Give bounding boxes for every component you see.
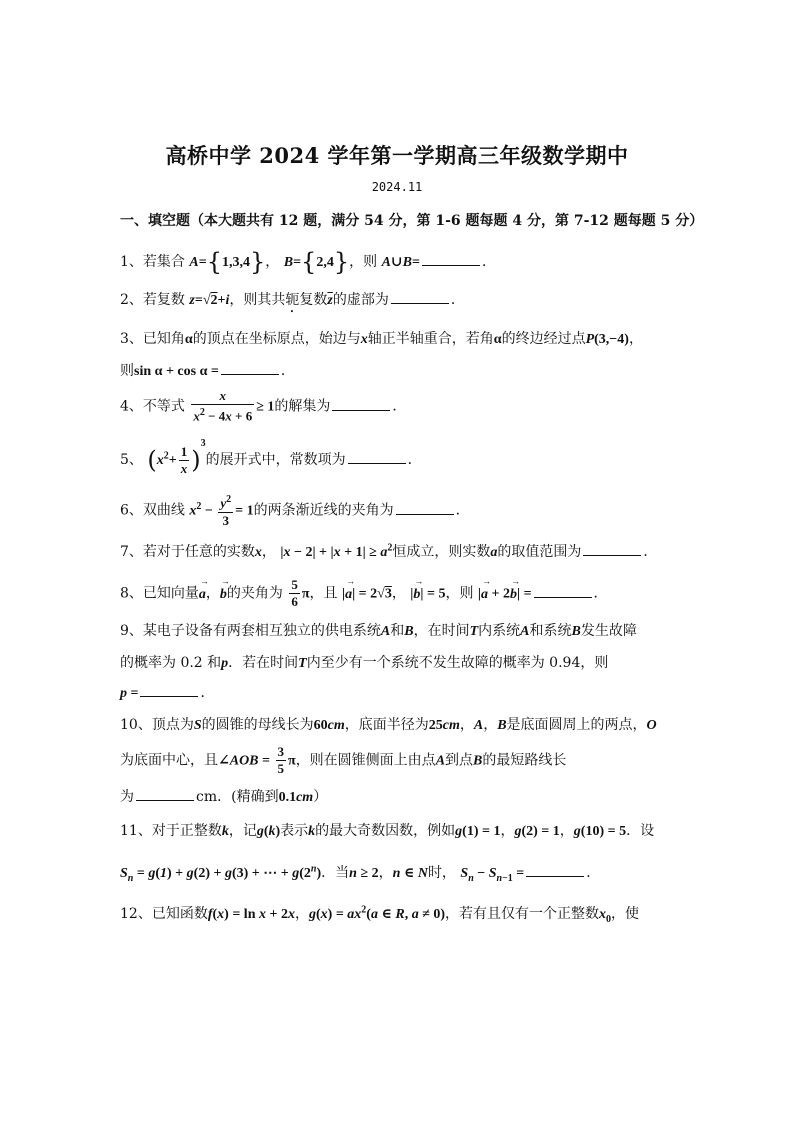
question-8: 8、已知向量→ a，→ b的夹角为 $\frac{5}{6}$ π，且 |→ a| = 2√3， |→ b| = 5，则 |→ a + 2→ b| = ． — [120, 577, 608, 610]
answer-blank[interactable] — [396, 502, 454, 515]
question-9-line-3: p = ． — [120, 685, 215, 701]
answer-blank[interactable] — [140, 684, 198, 697]
answer-blank[interactable] — [136, 788, 194, 801]
answer-blank[interactable] — [526, 864, 584, 877]
section-heading: 一、填空题（本大题共有 12 题，满分 54 分，第 1-6 题每题 4 分，第 7-12 题每题 5 分） — [120, 213, 704, 229]
question-4: 4、不等式 $\frac{x}{x^2 - 4x + 6}$ ≥ 1的解集为 ． — [120, 388, 407, 424]
question-11: 11、对于正整数k，记g(k)表示k的最大奇数因数，例如g(1) = 1，g(2) = 1，g(10) = 5．设 — [120, 823, 655, 839]
question-3-line-2: 则sin α + cos α = ． — [120, 363, 295, 379]
question-7: 7、若对于任意的实数x， $|x - 2| + |x + 1| \ge a^2$恒成立，则实数a的取值范围为 ． — [120, 542, 658, 560]
question-9: 9、某电子设备有两套相互独立的供电系统A和B，在时间T内系统A和系统B发生故障 — [120, 623, 637, 639]
answer-blank[interactable] — [534, 585, 592, 598]
question-2: 2、若复数 z=√2+i，则其共轭复数$\overline{z}$的虚部为 ． — [120, 292, 465, 308]
question-10-line-3: 为 cm．(精确到0.1cm） — [120, 789, 328, 805]
question-11-line-2: $S_n = g(1) + g(2) + g(3)$ + ⋯ + $g(2^n)$．当n ≥ 2，n ∈ N时， $S_n - S_{n-1}$ = ． — [120, 863, 601, 884]
answer-blank[interactable] — [332, 398, 390, 411]
answer-blank[interactable] — [391, 291, 449, 304]
question-9-line-2: 的概率为 0.2 和p．若在时间T内至少有一个系统不发生故障的概率为 0.94，则 — [120, 655, 609, 671]
answer-blank[interactable] — [221, 362, 279, 375]
answer-blank[interactable] — [422, 253, 480, 266]
question-1: 1、若集合 A={1,3,4}， B={2,4}，则 A∪B= ． — [120, 248, 496, 276]
exam-date: 2024.11 — [371, 180, 423, 194]
question-5: 5、 ($x^2+$ $\frac{1}{x}$ )$^3$的展开式中，常数项为 ． — [120, 438, 422, 476]
question-12: 12、已知函数f(x) = ln x + 2x，$g(x) = ax^2(a$ ∈ R, a ≠ 0)，若有且仅有一个正整数$x_0$，使 — [120, 904, 640, 925]
answer-blank[interactable] — [583, 543, 641, 556]
exam-title: 高桥中学 2024 学年第一学期高三年级数学期中 — [165, 143, 629, 168]
question-10-line-2: 为底面中心，且∠AOB = $\frac{3}{5}$ π，则在圆锥侧面上由点A到点B的最短路线长 — [120, 744, 567, 776]
answer-blank[interactable] — [348, 451, 406, 464]
question-10: 10、顶点为S的圆锥的母线长为60cm，底面半径为25cm，A，B是底面圆周上的两点，O — [120, 717, 657, 733]
question-6: 6、双曲线 $x^2$ − $\frac{y^2}{3}$ = 1的两条渐近线的夹角为 ． — [120, 494, 470, 529]
question-3: 3、已知角α的顶点在坐标原点，始边与x轴正半轴重合，若角α的终边经过点P(3,−4)， — [120, 331, 643, 347]
